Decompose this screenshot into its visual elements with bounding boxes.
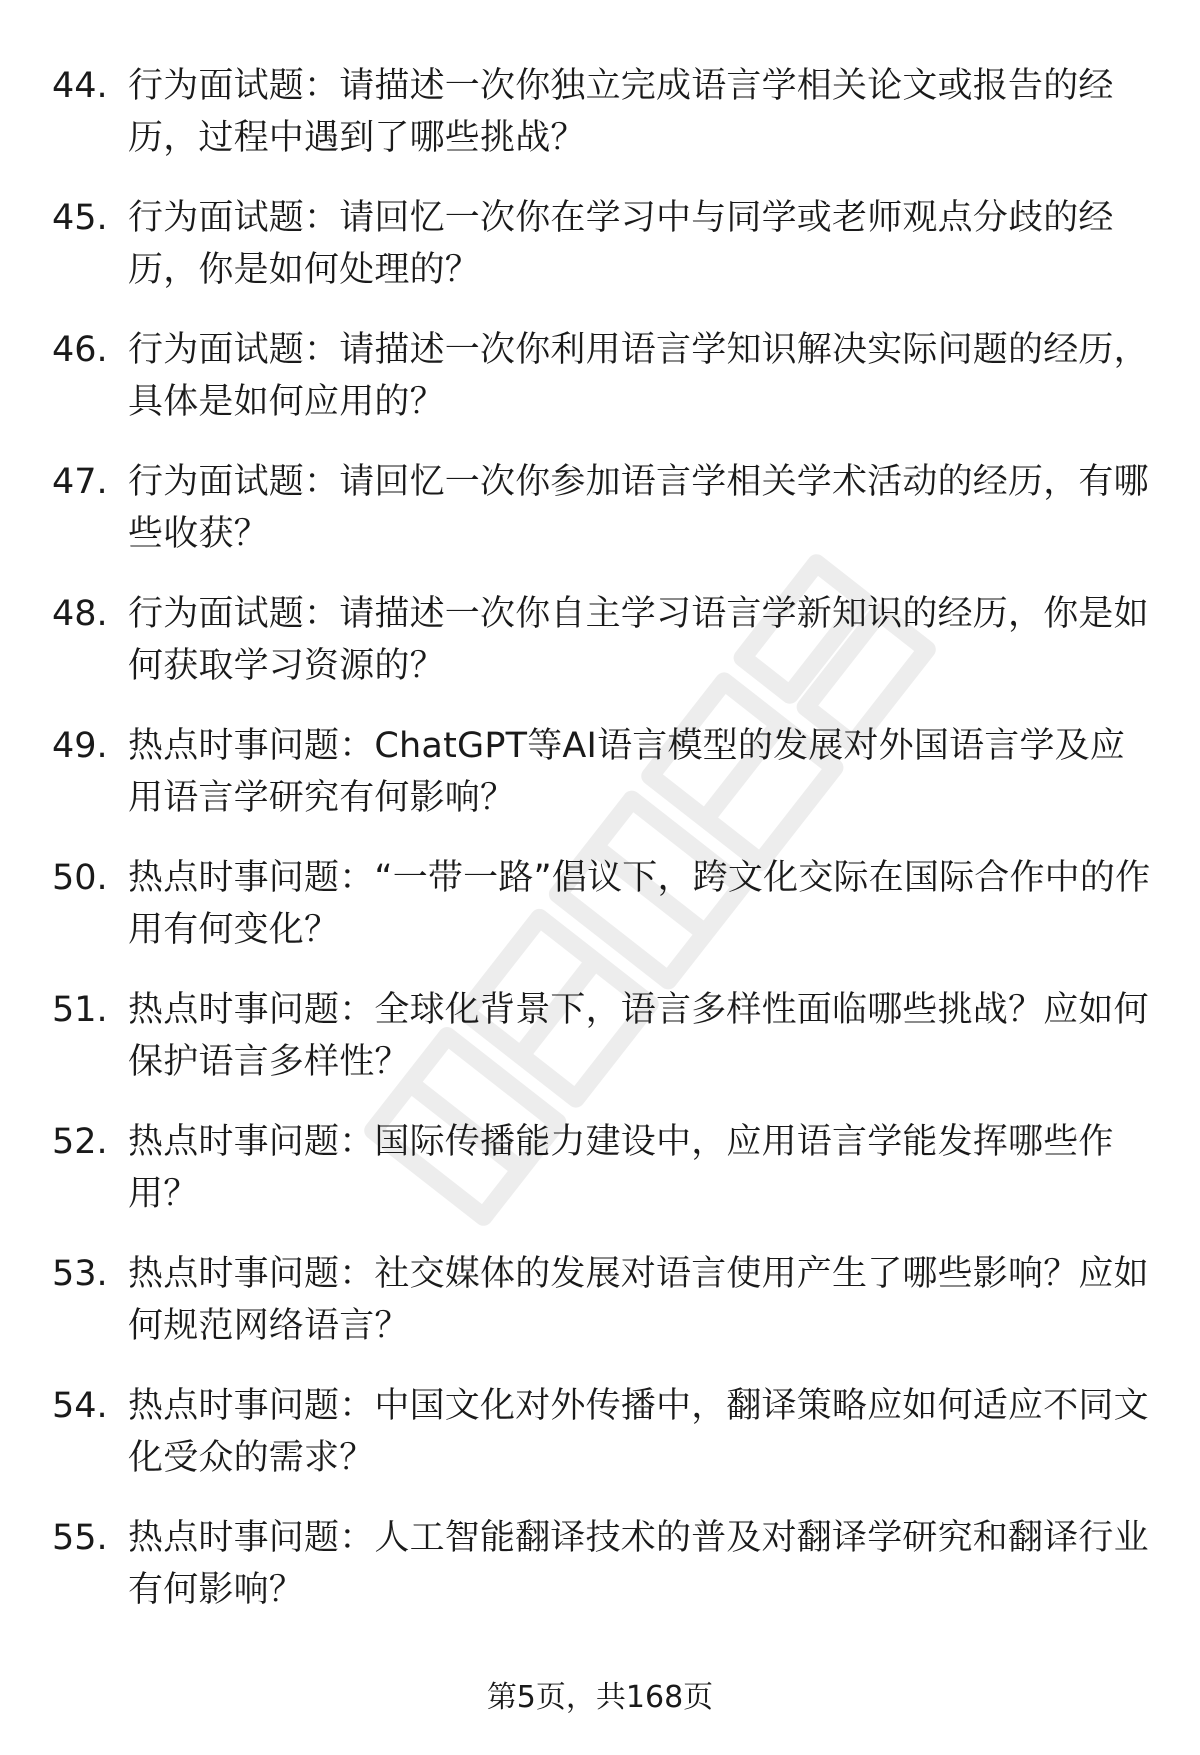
question-number: 51. bbox=[52, 990, 108, 1030]
question-number: 49. bbox=[52, 726, 108, 766]
question-number: 47. bbox=[52, 462, 108, 502]
question-item bbox=[52, 1248, 1152, 1380]
question-number: 50. bbox=[52, 858, 108, 898]
question-item bbox=[52, 984, 1152, 1116]
question-text: 行为面试题：请描述一次你利用语言学知识解决实际问题的经历，具体是如何应用的？ bbox=[128, 330, 1149, 422]
question-text: 热点时事问题：社交媒体的发展对语言使用产生了哪些影响？应如何规范网络语言？ bbox=[128, 1254, 1149, 1346]
question-number: 53. bbox=[52, 1254, 108, 1294]
question-text: 热点时事问题：中国文化对外传播中，翻译策略应如何适应不同文化受众的需求？ bbox=[128, 1386, 1149, 1478]
question-item bbox=[52, 1116, 1152, 1248]
question-item bbox=[52, 324, 1152, 456]
page-footer bbox=[0, 1678, 1200, 1718]
question-text: 行为面试题：请回忆一次你参加语言学相关学术活动的经历，有哪些收获？ bbox=[128, 462, 1149, 554]
question-item bbox=[52, 852, 1152, 984]
question-item bbox=[52, 1512, 1152, 1644]
question-text: 行为面试题：请描述一次你独立完成语言学相关论文或报告的经历，过程中遇到了哪些挑战？ bbox=[128, 66, 1114, 158]
question-number: 54. bbox=[52, 1386, 108, 1426]
question-item bbox=[52, 588, 1152, 720]
question-text: 热点时事问题：全球化背景下，语言多样性面临哪些挑战？应如何保护语言多样性？ bbox=[128, 990, 1149, 1082]
page-number-label: 第5页，共168页 bbox=[486, 1680, 714, 1715]
question-number: 48. bbox=[52, 594, 108, 634]
question-text: 热点时事问题：人工智能翻译技术的普及对翻译学研究和翻译行业有何影响？ bbox=[128, 1518, 1149, 1610]
question-text: 行为面试题：请描述一次你自主学习语言学新知识的经历，你是如何获取学习资源的？ bbox=[128, 594, 1149, 686]
question-text: 热点时事问题：ChatGPT等AI语言模型的发展对外国语言学及应用语言学研究有何影响？ bbox=[128, 726, 1126, 818]
question-number: 55. bbox=[52, 1518, 108, 1558]
question-text: 热点时事问题：“一带一路”倡议下，跨文化交际在国际合作中的作用有何变化？ bbox=[128, 858, 1151, 950]
question-item bbox=[52, 60, 1152, 192]
question-item bbox=[52, 720, 1152, 852]
question-number: 46. bbox=[52, 330, 108, 370]
question-number: 45. bbox=[52, 198, 108, 238]
question-item bbox=[52, 192, 1152, 324]
question-list bbox=[52, 60, 1152, 1644]
question-text: 行为面试题：请回忆一次你在学习中与同学或老师观点分歧的经历，你是如何处理的？ bbox=[128, 198, 1114, 290]
question-item bbox=[52, 1380, 1152, 1512]
question-number: 52. bbox=[52, 1122, 108, 1162]
question-number: 44. bbox=[52, 66, 108, 106]
question-item bbox=[52, 456, 1152, 588]
question-text: 热点时事问题：国际传播能力建设中，应用语言学能发挥哪些作用？ bbox=[128, 1122, 1114, 1214]
